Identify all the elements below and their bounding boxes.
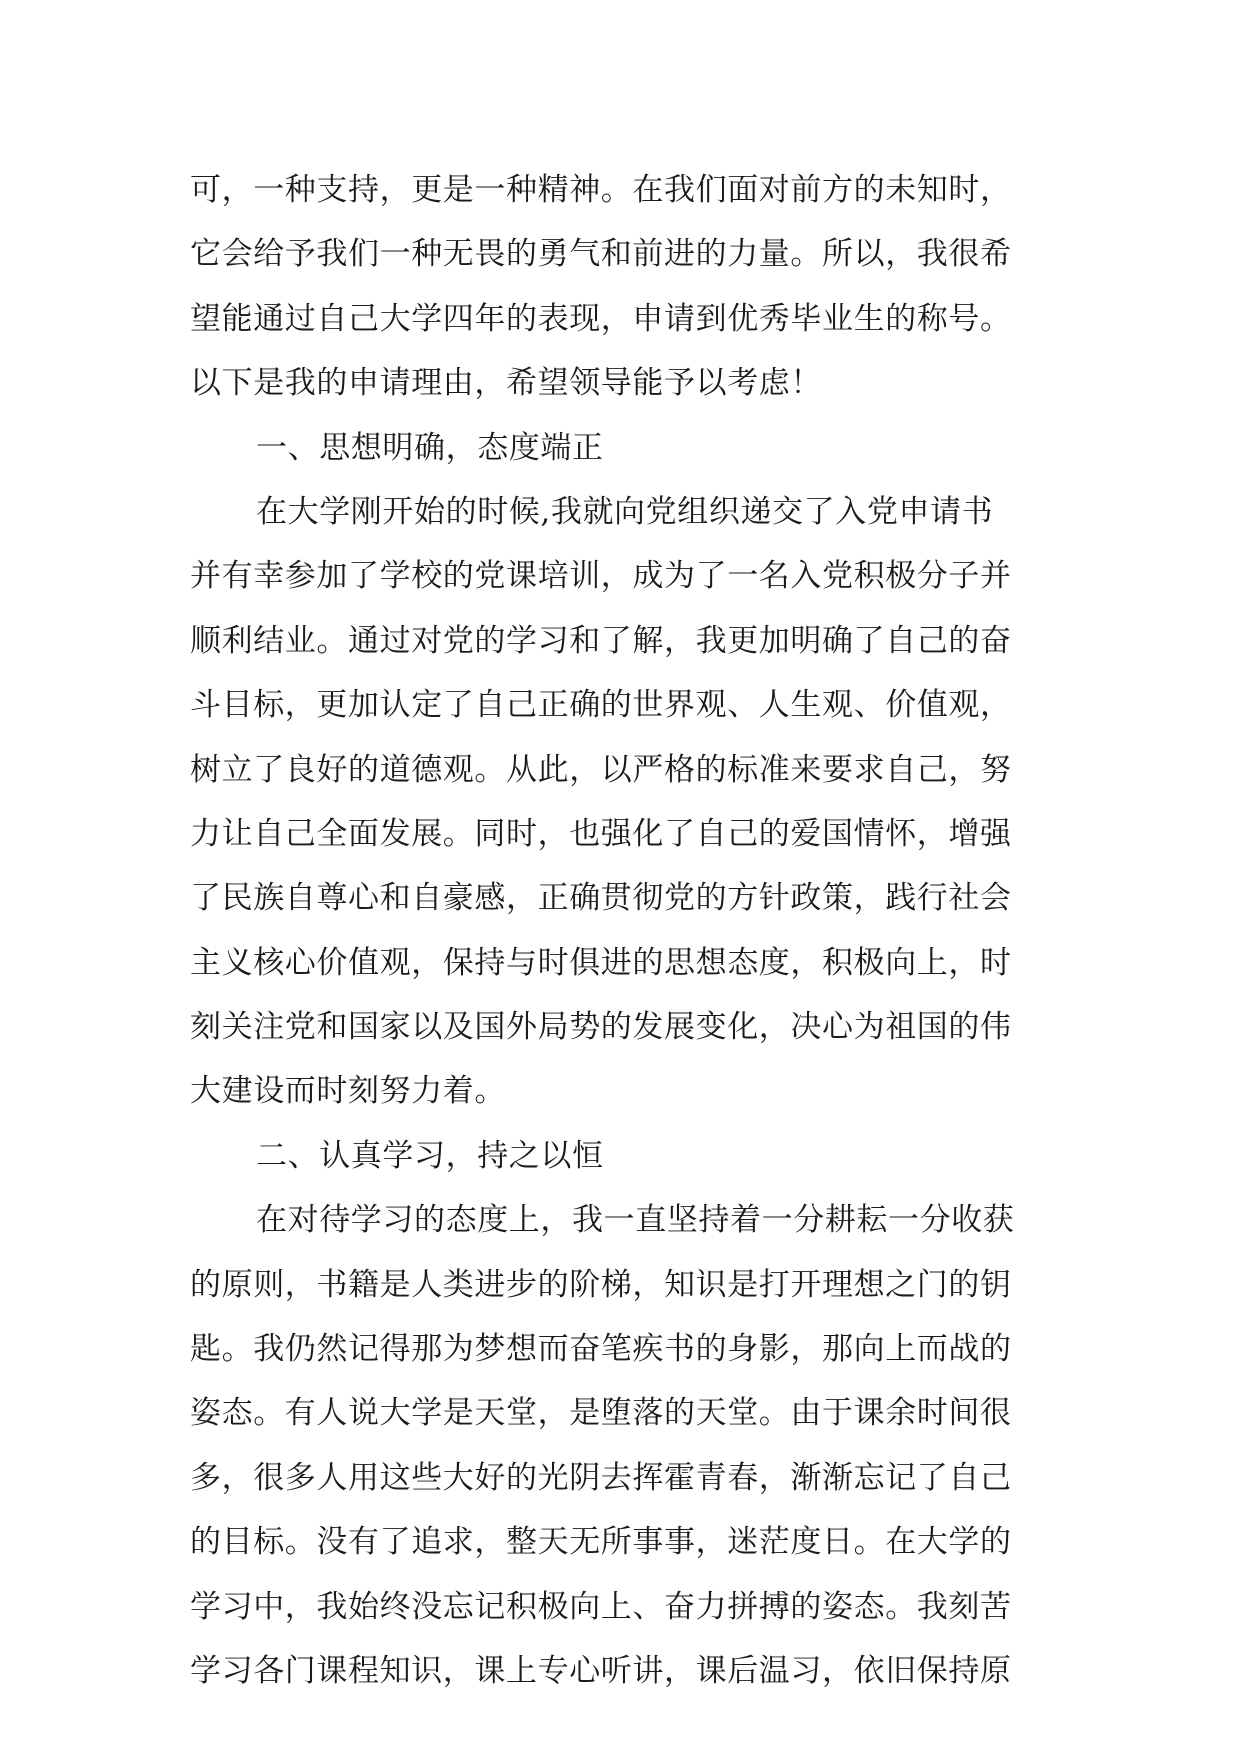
section-heading: 一、思想明确，态度端正: [256, 429, 604, 466]
body-line: 斗目标，更加认定了自己正确的世界观、人生观、价值观，: [190, 687, 1012, 724]
body-line: 的原则，书籍是人类进步的阶梯，知识是打开理想之门的钥: [190, 1266, 1012, 1303]
body-line: 可，一种支持，更是一种精神。在我们面对前方的未知时，: [190, 172, 1012, 208]
body-line: 刻关注党和国家以及国外局势的发展变化，决心为祖国的伟: [190, 1009, 1012, 1046]
body-line: 大建设而时刻努力着。: [190, 1073, 506, 1110]
body-line: 它会给予我们一种无畏的勇气和前进的力量。所以，我很希: [190, 236, 1012, 273]
paragraph-first-line: 在大学刚开始的时候,我就向党组织递交了入党申请书: [256, 493, 994, 530]
paragraph-first-line: 在对待学习的态度上，我一直坚持着一分耕耘一分收获: [256, 1202, 1015, 1239]
body-line: 以下是我的申请理由，希望领导能予以考虑！: [190, 365, 822, 402]
section-heading: 二、认真学习，持之以恒: [256, 1137, 604, 1174]
body-line: 学习中，我始终没忘记积极向上、奋力拼搏的姿态。我刻苦: [190, 1588, 1012, 1625]
body-line: 望能通过自己大学四年的表现，申请到优秀毕业生的称号。: [190, 300, 1012, 337]
body-line: 并有幸参加了学校的党课培训，成为了一名入党积极分子并: [190, 558, 1012, 595]
body-line: 主义核心价值观，保持与时俱进的思想态度，积极向上，时: [190, 944, 1012, 981]
body-line: 匙。我仍然记得那为梦想而奋笔疾书的身影，那向上而战的: [190, 1331, 1012, 1368]
body-line: 顺利结业。通过对党的学习和了解，我更加明确了自己的奋: [190, 622, 1012, 659]
body-line: 了民族自尊心和自豪感，正确贯彻党的方针政策，践行社会: [190, 880, 1012, 917]
document-body: [190, 158, 1060, 1703]
body-line: 多，很多人用这些大好的光阴去挥霍青春，渐渐忘记了自己: [190, 1459, 1012, 1496]
body-line: 力让自己全面发展。同时，也强化了自己的爱国情怀，增强: [190, 815, 1012, 852]
body-line: 学习各门课程知识，课上专心听讲，课后温习，依旧保持原: [190, 1652, 1012, 1689]
body-line: 的目标。没有了追求，整天无所事事，迷茫度日。在大学的: [190, 1524, 1012, 1561]
body-line: 树立了良好的道德观。从此，以严格的标准来要求自己，努: [190, 751, 1012, 788]
body-line: 姿态。有人说大学是天堂，是堕落的天堂。由于课余时间很: [190, 1395, 1012, 1432]
